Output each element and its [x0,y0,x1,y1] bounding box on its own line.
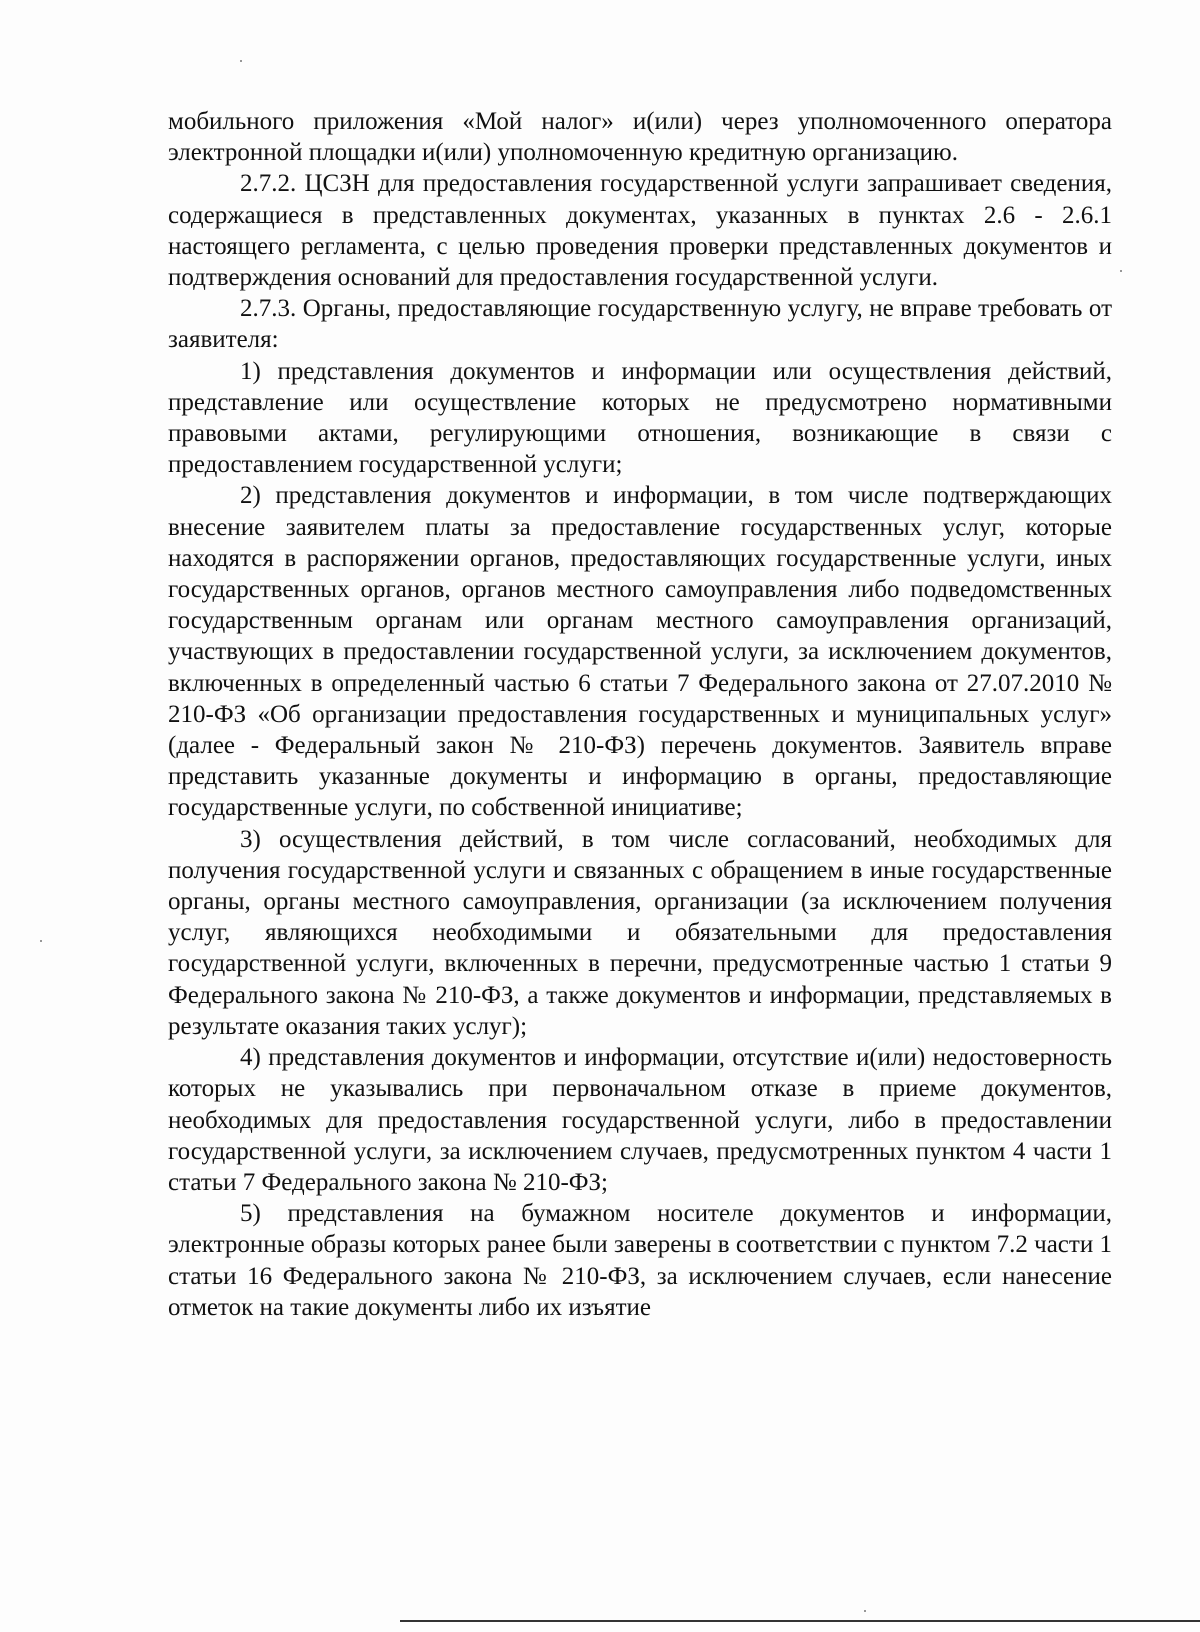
scan-artifact [240,60,242,62]
list-item-3: 3) осуществления действий, в том числе согласований, необходимых для получения государственной услуги и связанных с обращением в иные государственные органы, органы местного самоуправления, организации (за исключением получения услуг, являющихся необходимыми и обязательными для предоставления государственной услуги, включенных в перечни, предусмотренные частью 1 статьи 9 Федерального закона № 210-ФЗ, а также документов и информации, представляемых в результате оказания таких услуг); [168,825,1112,1040]
document-body [168,106,1112,1323]
scan-artifact [864,1610,866,1612]
list-item-1: 1) представления документов и информации или осуществления действий, представление или осуществление которых не предусмотрено нормативными правовыми актами, регулирующими отношения, возникающие в связи с предоставлением государственной услуги; [168,357,1112,479]
paragraph-2-7-3: 2.7.3. Органы, предоставляющие государственную услугу, не вправе требовать от заявителя: [168,295,1112,354]
list-item-2: 2) представления документов и информации, в том числе подтверждающих внесение заявителем платы за предоставление государственных услуг, которые находятся в распоряжении органов, предоставляющих государственные услуги, иных государственных органов, органов местного самоуправления либо подведомственных государственным органам или органам местного самоуправления организаций, участвующих в предоставлении государственной услуги, за исключением документов, включенных в определенный частью 6 статьи 7 Федерального закона от 27.07.2010 № 210-ФЗ «Об организации предоставления государственных и муниципальных услуг» (далее - Федеральный закон № 210-ФЗ) перечень документов. Заявитель вправе представить указанные документы и информацию в органы, предоставляющие государственные услуги, по собственной инициативе; [168,482,1112,822]
paragraph-2-7-2: 2.7.2. ЦСЗН для предоставления государственной услуги запрашивает сведения, содержащиеся в представленных документах, указанных в пунктах 2.6 - 2.6.1 настоящего регламента, с целью проведения проверки представленных документов и подтверждения оснований для предоставления государственной услуги. [168,170,1112,292]
scan-artifact [1120,270,1122,272]
list-item-4: 4) представления документов и информации, отсутствие и(или) недостоверность которых не указывались при первоначальном отказе в приеме документов, необходимых для предоставления государственной услуги, либо в предоставлении государственной услуги, за исключением случаев, предусмотренных пунктом 4 части 1 статьи 7 Федерального закона № 210-ФЗ; [168,1044,1112,1196]
list-item-5: 5) представления на бумажном носителе документов и информации, электронные образы которых ранее были заверены в соответствии с пунктом 7.2 части 1 статьи 16 Федерального закона № 210-ФЗ, за исключением случаев, если нанесение отметок на такие документы либо их изъятие [168,1200,1112,1321]
page-bottom-edge [400,1620,1200,1622]
scan-artifact [40,940,42,942]
paragraph-continuation: мобильного приложения «Мой налог» и(или) через уполномоченного оператора электронной площадки и(или) уполномоченную кредитную организацию. [168,108,1112,167]
